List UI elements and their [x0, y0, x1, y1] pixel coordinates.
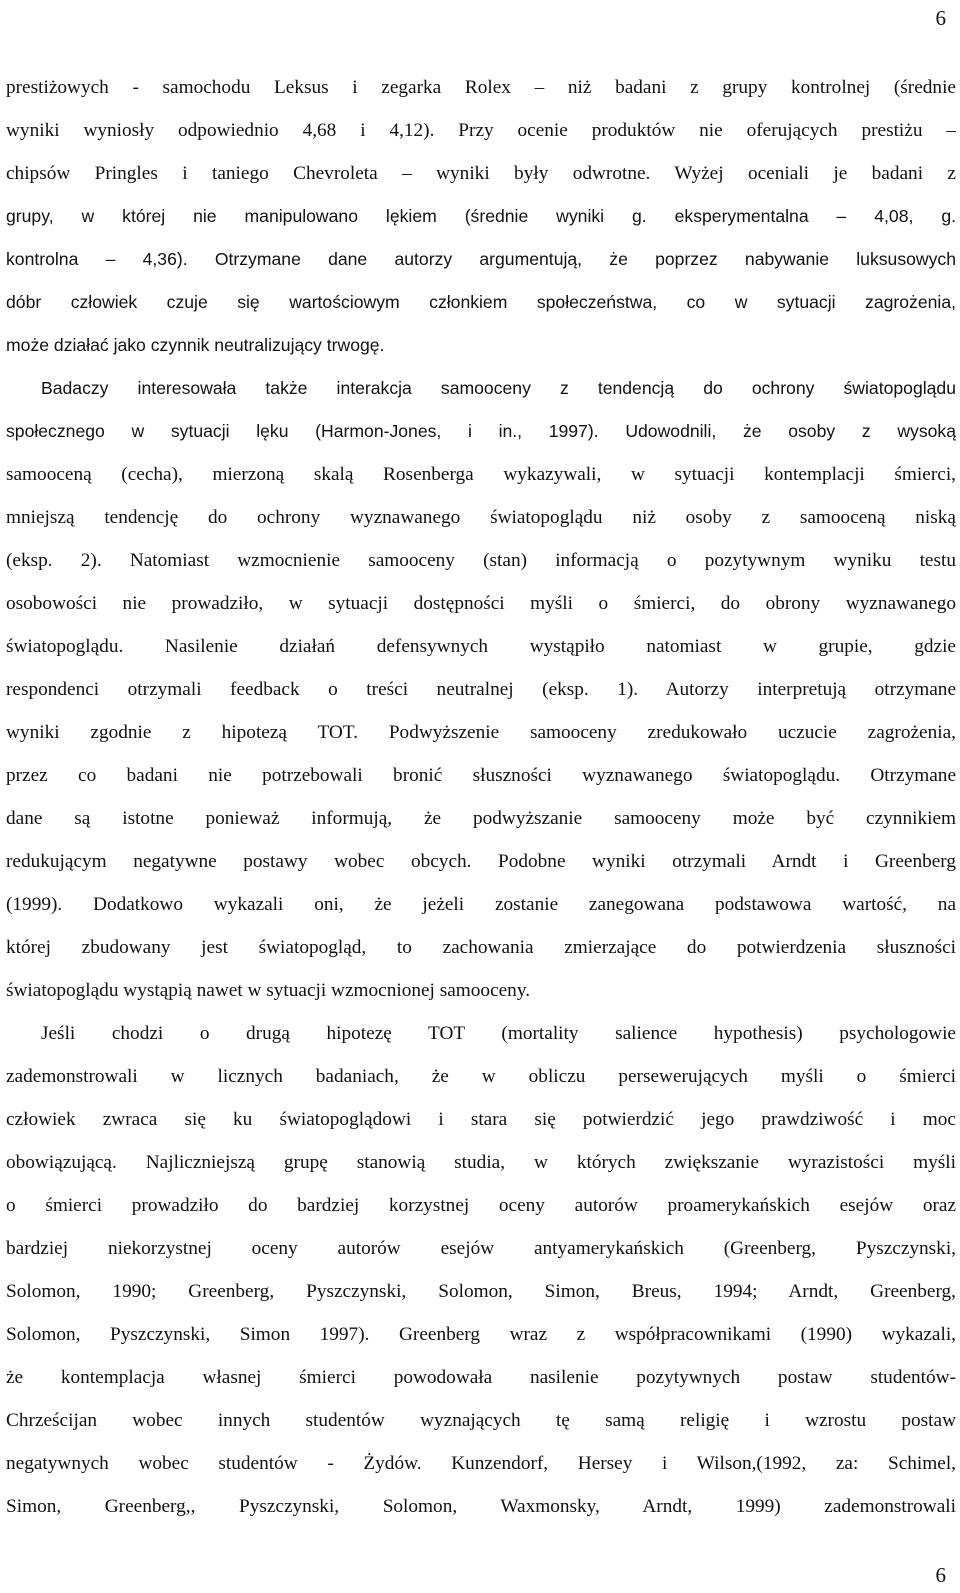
text-line: Chrześcijan wobec innych studentów wyznających tę samą religię i wzrostu postaw: [6, 1410, 956, 1431]
text-line: zademonstrowali w licznych badaniach, że w obliczu persewerujących myśli o śmierci: [6, 1066, 956, 1087]
text-line: (1999). Dodatkowo wykazali oni, że jeżeli zostanie zanegowana podstawowa wartość, na: [6, 894, 956, 915]
text-line: samooceną (cecha), mierzoną skalą Rosenberga wykazywali, w sytuacji kontemplacji śmierci,: [6, 464, 956, 485]
text-line: (eksp. 2). Natomiast wzmocnienie samooceny (stan) informacją o pozytywnym wyniku testu: [6, 550, 956, 571]
text-line: może działać jako czynnik neutralizujący trwogę.: [6, 335, 385, 355]
text-line: redukującym negatywne postawy wobec obcych. Podobne wyniki otrzymali Arndt i Greenberg: [6, 851, 956, 872]
text-line: respondenci otrzymali feedback o treści neutralnej (eksp. 1). Autorzy interpretują otrzymane: [6, 679, 956, 700]
page-number-bottom: 6: [935, 1563, 946, 1587]
text-line: o śmierci prowadziło do bardziej korzystnej oceny autorów proamerykańskich esejów oraz: [6, 1195, 956, 1216]
text-line: światopoglądu wystąpią nawet w sytuacji wzmocnionej samooceny.: [6, 980, 531, 1001]
text-line: światopoglądu. Nasilenie działań defensywnych wystąpiło natomiast w grupie, gdzie: [6, 636, 956, 657]
text-line: której zbudowany jest światopogląd, to zachowania zmierzające do potwierdzenia słuszności: [6, 937, 956, 958]
text-line: wyniki zgodnie z hipotezą TOT. Podwyższenie samooceny zredukowało uczucie zagrożenia,: [6, 722, 956, 743]
text-line: obowiązującą. Najliczniejszą grupę stanowią studia, w których zwiększanie wyrazistości myśli: [6, 1152, 956, 1173]
text-line: osobowości nie prowadziło, w sytuacji dostępności myśli o śmierci, do obrony wyznawanego: [6, 593, 956, 614]
text-line: negatywnych wobec studentów - Żydów. Kunzendorf, Hersey i Wilson,(1992, za: Schimel,: [6, 1453, 956, 1474]
text-line: społecznego w sytuacji lęku (Harmon-Jones, i in., 1997). Udowodnili, że osoby z wysoką: [6, 421, 956, 441]
text-line: Simon, Greenberg,, Pyszczynski, Solomon, Waxmonsky, Arndt, 1999) zademonstrowali: [6, 1496, 956, 1517]
text-line: przez co badani nie potrzebowali bronić słuszności wyznawanego światopoglądu. Otrzymane: [6, 765, 956, 786]
text-line: grupy, w której nie manipulowano lękiem (średnie wyniki g. eksperymentalna – 4,08, g.: [6, 206, 956, 226]
text-line: kontrolna – 4,36). Otrzymane dane autorzy argumentują, że poprzez nabywanie luksusowych: [6, 249, 956, 269]
text-line: Solomon, 1990; Greenberg, Pyszczynski, Solomon, Simon, Breus, 1994; Arndt, Greenberg,: [6, 1281, 956, 1302]
text-line: dóbr człowiek czuje się wartościowym członkiem społeczeństwa, co w sytuacji zagrożenia,: [6, 292, 956, 312]
text-line: bardziej niekorzystnej oceny autorów esejów antyamerykańskich (Greenberg, Pyszczynski,: [6, 1238, 956, 1259]
text-line: Solomon, Pyszczynski, Simon 1997). Greenberg wraz z współpracownikami (1990) wykazali,: [6, 1324, 956, 1345]
text-line: Badaczy interesowała także interakcja samooceny z tendencją do ochrony światopoglądu: [41, 378, 956, 398]
text-line: mniejszą tendencję do ochrony wyznawanego światopoglądu niż osoby z samooceną niską: [6, 507, 956, 528]
body-text: [6, 66, 956, 1528]
text-line: Jeśli chodzi o drugą hipotezę TOT (mortality salience hypothesis) psychologowie: [41, 1023, 956, 1044]
text-line: człowiek zwraca się ku światopoglądowi i stara się potwierdzić jego prawdziwość i moc: [6, 1109, 956, 1130]
text-line: prestiżowych - samochodu Leksus i zegarka Rolex – niż badani z grupy kontrolnej (średnie: [6, 77, 956, 98]
text-line: dane są istotne ponieważ informują, że podwyższanie samooceny może być czynnikiem: [6, 808, 956, 829]
page-number-top: 6: [935, 6, 946, 30]
text-line: że kontemplacja własnej śmierci powodowała nasilenie pozytywnych postaw studentów-: [6, 1367, 956, 1388]
text-line: wyniki wyniosły odpowiednio 4,68 i 4,12). Przy ocenie produktów nie oferujących prestiżu –: [6, 120, 956, 141]
text-line: chipsów Pringles i taniego Chevroleta – wyniki były odwrotne. Wyżej oceniali je badani z: [6, 163, 956, 184]
